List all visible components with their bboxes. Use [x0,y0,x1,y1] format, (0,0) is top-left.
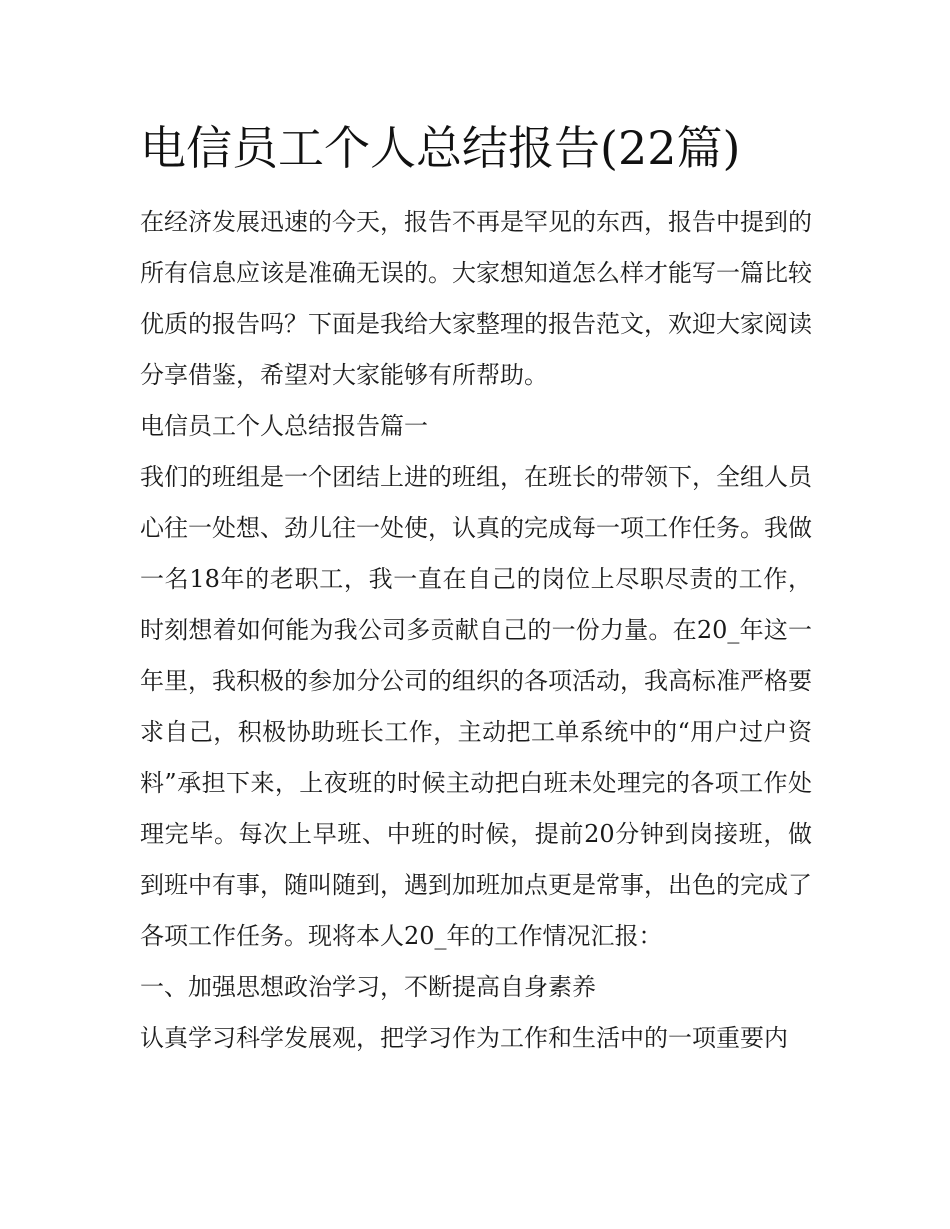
political-study-paragraph: 认真学习科学发展观，把学习作为工作和生活中的一项重要内 [140,1024,788,1052]
document-title: 电信员工个人总结报告(22篇) [140,121,741,175]
subsection-heading-political-study: 一、加强思想政治学习，不断提高自身素养 [140,973,596,1001]
intro-paragraph: 在经济发展迅速的今天，报告不再是罕见的东西，报告中提到的所有信息应该是准确无误的。大家想知道怎么样才能写一篇比较优质的报告吗？下面是我给大家整理的报告范文，欢迎大家阅读分享借鉴，希望对大家能够有所帮助。 [140,208,812,389]
document-body [140,197,812,1064]
work-summary-paragraph: 我们的班组是一个团结上进的班组，在班长的带领下，全组人员心往一处想、劲儿往一处使，认真的完成每一项工作任务。我做一名18年的老职工，我一直在自己的岗位上尽职尽责的工作，时刻想着如何能为我公司多贡献自己的一份力量。在20_年这一年里，我积极的参加分公司的组织的各项活动，我高标准严格要求自己，积极协助班长工作，主动把工单系统中的“用户过户资料”承担下来，上夜班的时候主动把白班未处理完的各项工作处理完毕。每次上早班、中班的时候，提前20分钟到岗接班，做到班中有事，随叫随到，遇到加班加点更是常事，出色的完成了各项工作任务。现将本人20_年的工作情况汇报： [140,463,812,950]
section-heading-part-one: 电信员工个人总结报告篇一 [140,412,428,440]
